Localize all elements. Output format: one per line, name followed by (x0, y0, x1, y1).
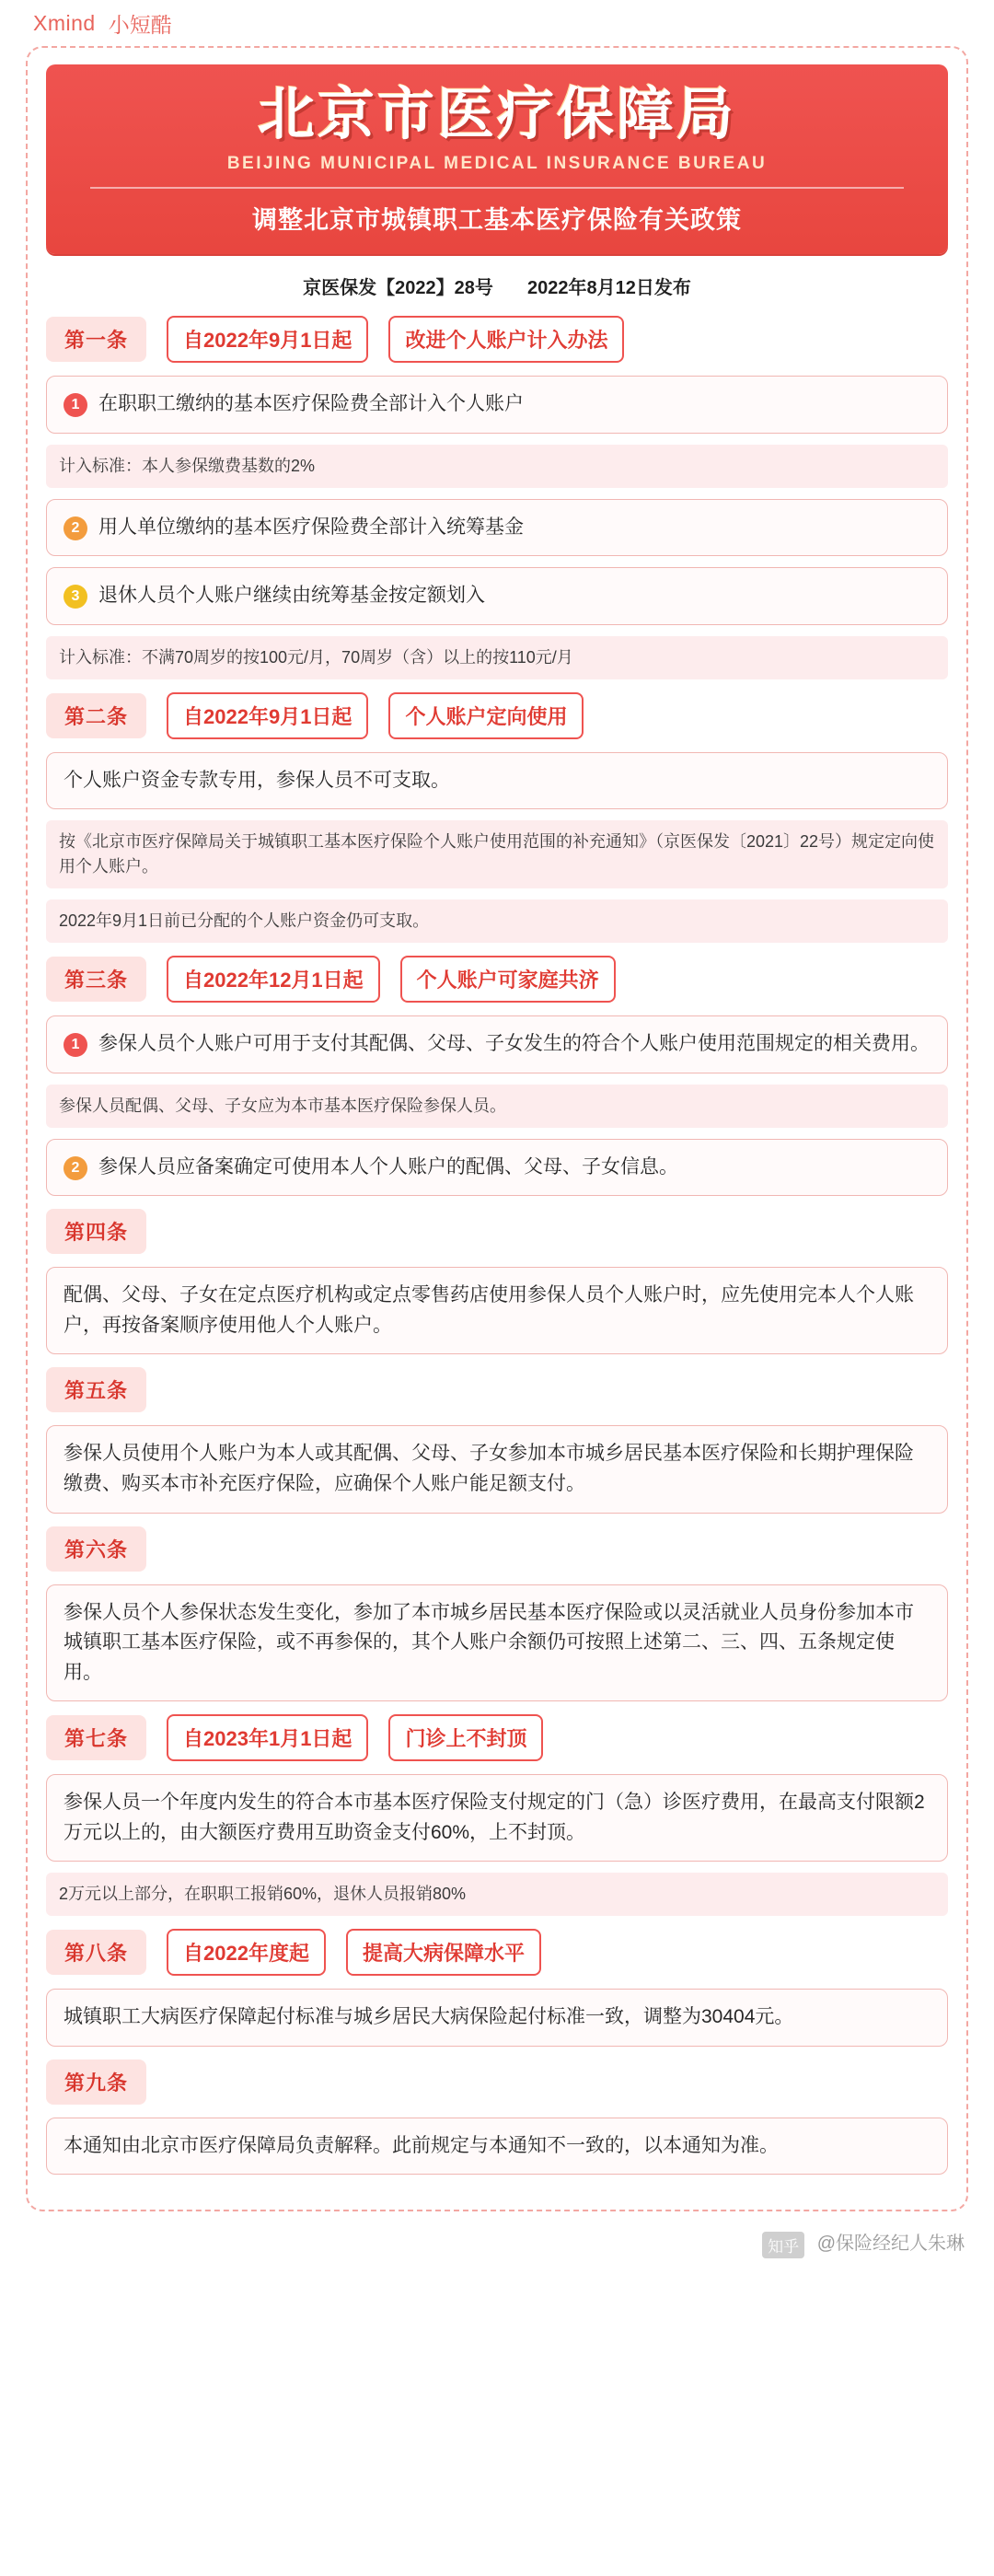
article-5-tags (46, 1367, 948, 1412)
article-9-label: 第九条 (46, 2060, 146, 2105)
document-number: 京医保发【2022】28号 (303, 278, 493, 299)
article-2-note-1: 按《北京市医疗保障局关于城镇职工基本医疗保险个人账户使用范围的补充通知》（京医保发〔2021〕22号）规定定向使用个人账户。 (46, 820, 948, 888)
article-9-item-1: 本通知由北京市医疗保障局负责解释。此前规定与本通知不一致的，以本通知为准。 (46, 2118, 948, 2176)
app-topbar (0, 0, 994, 46)
article-2-topic-tag: 个人账户定向使用 (388, 692, 584, 739)
bullet-number-2: 2 (64, 516, 87, 540)
article-7-topic-tag: 门诊上不封顶 (388, 1714, 543, 1761)
article-5-item-1: 参保人员使用个人账户为本人或其配偶、父母、子女参加本市城乡居民基本医疗保险和长期护理保险缴费、购买本市补充医疗保险，应确保个人账户能足额支付。 (46, 1425, 948, 1513)
article-1-note-1: 计入标准：本人参保缴费基数的2% (46, 445, 948, 488)
article-2-note-2: 2022年9月1日前已分配的个人账户资金仍可支取。 (46, 899, 948, 943)
article-9-tags (46, 2060, 948, 2105)
article-3-topic-tag: 个人账户可家庭共济 (400, 956, 616, 1003)
article-6-tags (46, 1526, 948, 1572)
poster-container (26, 46, 968, 2211)
bullet-number-1: 1 (64, 1033, 87, 1057)
article-3-item-1 (46, 1015, 948, 1073)
publish-date: 2022年8月12日发布 (527, 278, 691, 299)
article-3-item-1-text: 参保人员个人账户可用于支付其配偶、父母、子女发生的符合个人账户使用范围规定的相关费用。 (98, 1033, 930, 1055)
document-meta (46, 273, 948, 299)
article-1-tags (46, 316, 948, 363)
article-4-label: 第四条 (46, 1209, 146, 1254)
watermark-author: @保险经纪人朱琳 (816, 2234, 965, 2255)
bullet-number-1: 1 (64, 393, 87, 417)
article-1-item-2 (46, 499, 948, 557)
article-1-item-1 (46, 376, 948, 434)
article-1-label: 第一条 (46, 317, 146, 362)
watermark-footer (0, 2228, 994, 2257)
article-7-item-1: 参保人员一个年度内发生的符合本市基本医疗保险支付规定的门（急）诊医疗费用，在最高支付限额2万元以上的，由大额医疗费用互助资金支付60%，上不封顶。 (46, 1774, 948, 1862)
article-3-note-1: 参保人员配偶、父母、子女应为本市基本医疗保险参保人员。 (46, 1085, 948, 1128)
bureau-title-en: BEIJING MUNICIPAL MEDICAL INSURANCE BUREAU (226, 154, 768, 174)
article-7-tags (46, 1714, 948, 1761)
article-1-item-3 (46, 567, 948, 625)
article-7-label: 第七条 (46, 1715, 146, 1760)
article-2-date-tag: 自2022年9月1日起 (167, 692, 368, 739)
bullet-number-3: 3 (64, 585, 87, 609)
article-5-label: 第五条 (46, 1367, 146, 1412)
article-1-topic-tag: 改进个人账户计入办法 (388, 316, 624, 363)
article-4-item-1: 配偶、父母、子女在定点医疗机构或定点零售药店使用参保人员个人账户时，应先使用完本人个人账户，再按备案顺序使用他人个人账户。 (46, 1267, 948, 1354)
article-4-tags (46, 1209, 948, 1254)
article-8-date-tag: 自2022年度起 (167, 1929, 326, 1976)
article-3-item-2 (46, 1139, 948, 1197)
article-2-item-1: 个人账户资金专款专用，参保人员不可支取。 (46, 752, 948, 810)
article-1-date-tag: 自2022年9月1日起 (167, 316, 368, 363)
xmind-subtitle-label: 小短酷 (108, 12, 172, 37)
article-3-tags (46, 956, 948, 1003)
article-6-item-1: 参保人员个人参保状态发生变化，参加了本市城乡居民基本医疗保险或以灵活就业人员身份参加本市城镇职工基本医疗保险，或不再参保的，其个人账户余额仍可按照上述第二、三、四、五条规定使用。 (46, 1584, 948, 1702)
poster-header (46, 64, 948, 254)
article-8-label: 第八条 (46, 1930, 146, 1975)
article-1-item-1-text: 在职职工缴纳的基本医疗保险费全部计入个人账户 (98, 393, 524, 415)
article-7-note-1: 2万元以上部分，在职职工报销60%，退休人员报销80% (46, 1873, 948, 1916)
article-1-item-3-text: 退休人员个人账户继续由统筹基金按定额划入 (98, 585, 485, 607)
zhihu-logo-icon: 知乎 (762, 2232, 804, 2258)
article-3-date-tag: 自2022年12月1日起 (167, 956, 380, 1003)
article-8-tags (46, 1929, 948, 1976)
article-6-label: 第六条 (46, 1526, 146, 1572)
xmind-brand-label: Xmind (33, 10, 96, 35)
policy-title: 调整北京市城镇职工基本医疗保险有关政策 (252, 206, 742, 235)
article-2-tags (46, 692, 948, 739)
article-8-topic-tag: 提高大病保障水平 (346, 1929, 541, 1976)
header-divider (90, 187, 903, 189)
article-3-item-2-text: 参保人员应备案确定可使用本人个人账户的配偶、父母、子女信息。 (98, 1155, 678, 1178)
article-1-item-2-text: 用人单位缴纳的基本医疗保险费全部计入统筹基金 (98, 516, 524, 538)
article-2-label: 第二条 (46, 693, 146, 738)
bureau-title-cn: 北京市医疗保障局 (257, 83, 736, 146)
bullet-number-2: 2 (64, 1156, 87, 1180)
article-1-note-2: 计入标准：不满70周岁的按100元/月，70周岁（含）以上的按110元/月 (46, 636, 948, 679)
article-7-date-tag: 自2023年1月1日起 (167, 1714, 368, 1761)
article-3-label: 第三条 (46, 957, 146, 1002)
article-8-item-1: 城镇职工大病医疗保障起付标准与城乡居民大病保险起付标准一致，调整为30404元。 (46, 1989, 948, 2047)
